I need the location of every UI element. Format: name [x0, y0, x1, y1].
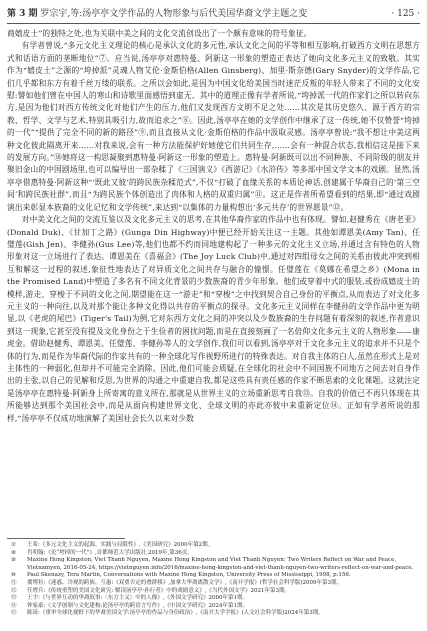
footnote-text: Maxine Hong Kingston, Viet Thanh Nguyen, Maxine Hong Kingston and Viet Thanh Nguyen: Two Writers Reflect on War and Peace, Vietnamyen, 2016-05-24, https://vietnguyen.info/2016/maxine-hong-kingston-and-viet-thanh-nguyen-two-writers-reflect-on-war-and-peace. — [27, 557, 414, 571]
footnote-marker: ⑮ — [11, 610, 17, 617]
page-header — [7, 6, 420, 22]
footnote — [7, 550, 420, 558]
footnote-rule — [7, 538, 125, 539]
body-paragraph: 有学者曾说,“多元文化主义理论的核心是承认文化的多元性,承认文化之间的平等和相互影响,打破西方文明在思想方式和话语方面的垄断地位”⑦。应当说,汤亭亭对惠特曼、阿新这一形象的塑造正表达了她向文化多元主义的致敬。其实作为“嬉皮士”之源的“垮掉派”灵魂人物艾伦·金斯伯格(Allen Ginsberg)、加里·斯奈德(Gary Snyder)的文学作品,它们几乎都和东方有着千丝万缕的联系。之所以会如此,是因为中国文化给美国当时迷茫反叛的年轻人带来了不同的文化安慰:譬如他们曾在中国人的寒山和诗歌里面感悟到虚无、其中的道理正像有学者所说,“垮掉派一代的作家们之所以转向东方,是因为他们对西方传统文化对他们产生的压力,他们又发现西方文明不足之处……其次是其历史悠久、源于西方的宗教、哲学、文学与艺术,特别具吸引力,故而追求之”⑧。因此,汤亭亭在她的文学创作中继承了这一传统,她不仅赞誉“垮掉的一代”“提供了完全不同的新的路径”⑨,而且直接从文化·金斯伯格的作品中汲取灵感。汤亭亭曾说:“我不想让中美这两种文化彼此隔离开来……对我来说,会有一种方法能保护好她使它们共同生存,……会有一种混合状态,我相信这是接下来的发展方向。”⑩她将这一构思凝聚到惠特曼·阿新这一形象的塑造上。惠特曼·阿新既可以出不同种族、不同阶级的朋友并聚旧金山的中国剧场里,也可以编导出一部杂糅了《三国演义》《西游记》《水浒传》等多部中国文学文本的戏剧。显然,汤亭亭借惠特曼·阿新这种“‘既此又彼’的跨民族杂糅范式”,不仅“打破了血缘关系的本质论神话,创建属于华裔自己的‘第三空间’和跨民族社群”,而且“为跨民族个体创造出了肉体和人格的双重归属”⑪。这正是作者所希望看到的结果,即“通过戏剧演出来彰显本族裔的文化记忆和文学传统”,来达到“以集体的力量构想出‘多元共存’的世界愿景”⑫。 — [7, 41, 420, 212]
footnote-marker: ⑬ — [11, 595, 17, 602]
footnote-marker: ⑩ — [11, 572, 16, 579]
running-title: 罗宗宇,等:汤亭亭文学作品的人物形象与后代美国华裔文学主题之变 — [40, 9, 308, 19]
issue-number: 第 3 期 — [7, 9, 38, 19]
body-paragraph: 商嬉皮士”的独特之处,也为关联中美之间的文化交流创设出了一个颇有意味的符号象征。 — [7, 29, 312, 38]
footnote — [7, 572, 420, 580]
footnote — [7, 557, 420, 572]
footnote-text: 陈琦:《重审全球化视野下的华裔美国文学:汤亭亭的作品与身份政治》,《南开大学学报》(人文社会科学版)2024年第3期。 — [27, 610, 324, 617]
footnote-marker: ⑫ — [11, 587, 17, 594]
footnote-text: 冀博拉:《迷惑、冷观的跨族、互惠:《双重否定的叠群移》,加拿大华裔离散文学》,《南开学报》(哲学社会科学版)2009年第3期。 — [27, 579, 342, 586]
footnote-text: 钟家豪:《文学创制与文化建构:论汤亭亭的跨语言写作》,《中国文学研究》2024年第1期。 — [27, 602, 248, 609]
header-rule — [7, 23, 420, 24]
footnote — [7, 595, 420, 603]
footnote-marker: ⑨ — [11, 557, 16, 564]
body-paragraph: 对中美文化之间的交流互鉴以及文化多元主义的思考,在其他华裔作家的作品中也有体现。譬如,赵健秀在《唐老亚》(Donald Duk)、《甘加丁之路》(Gunga Din Highway)中便已经开始关注这一主题。其他如谭恩美(Amy Tan)、任璧莲(Gish Jen)、李健孙(Gus Lee)等,他们也都不约而同地建构起了一种多元的文化主义立场,并通过含有特色的人物形象对这一立场进行了表达。谭恩美在《喜福会》(The Joy Luck Club)中,通过对四组母女之间的关系由彼此冲突到相互和解这一过程的叙述,象征性地表达了对异质文化之间共存与融合的憧憬。任璧莲在《莫娜在希望之乡》(Mona in the Promised Land)中塑造了多名有不同文化背景的少数族裔的青少年形象。他们或穿着中式的服装,或扮成嬉皮士的模样,游走、穿梭于不同的文化之间,期望能在这一“游走”和“穿梭”之中找到契合自己身份的平衡点,从而表达了对文化多元主义的一种向往,以及对那个能让多种文化得以共存的平衡点的探寻。文化多元主义同样在李健孙的文学作品中更为明显,以《老虎的尾巴》(Tiger's Tail)为例,它对东西方文化之间的冲突以及少数族裔的生存问题有着深刻的叙述,作者意识到这一现象,它甚至没有提及文化身份之于生俭者的困扰问题,而是在直接刻画了一名倍仰文化多元主义的人物形象——康虎金。借助赵健秀、谭恩美、任璧莲、李健孙等人的文学创作,我们可以看到,汤亭亭对于文化多元主义的追求并不只是个体的行为,而是作为华裔代际的作家共有的一种全球化写作视野所进行的特殊表达。对自我主体的白人,虽然在形式上是对主体性的一种弱化,但却并不可能完全消除。因此,他们可能会质疑,在全球化的社会中不同国族不同地方之间去对自身作出的主张,以自己的见解和反思,为世界的沟通之中重建自我,都是这些具有责任感的作家不断思索的文化课题。这就注定是汤亭亭在惠特曼·阿新身上所寄寓的意义所在,那就是从世界主义的立场重新思考自我⑬。自我的价值已不再只体现在其所能够达到那个美国社会中,而是从面向构建世界文化、全球文明的亦此亦彼中来重新定位⑭。正如有学者所说的那样,“汤亭亭不仅成功地演解了美国社会长久以来对少数 — [7, 215, 420, 423]
footnote-marker: ⑧ — [11, 549, 16, 556]
footnotes — [7, 542, 420, 618]
footnote-text: 王宇:《与世界互动的华裔叙事:〈东方主义〉中的人像》,《外国文学研究》2000年第1期。 — [27, 595, 248, 602]
footnote-marker: ⑭ — [11, 602, 17, 609]
footnote-text: Paul Skenazy, Tera Martin, Conversations with Maxine Hong Kingston, University Press of Mississippi, 1998, p.156. — [27, 572, 351, 579]
footnote — [7, 542, 420, 550]
article-body — [7, 28, 420, 425]
footnote-marker: ⑦ — [11, 542, 16, 548]
footnote-text: 任增兵:《传统重塑的美国文化研究: 解读汤亭亭·孙行者》中的戏剧意义》,《当代外国文学》2021年第3期。 — [27, 587, 290, 594]
page-number: · 125 · — [391, 9, 420, 19]
footnote-marker: ⑪ — [11, 579, 17, 586]
footnote-text: 王希:《多元文化主义的起源、实践与局限性》,《美国研究》2000年第2期。 — [27, 542, 214, 548]
footnote — [7, 580, 420, 588]
footnote-text: 肖明翰:《论“垮掉的一代”》,首都师范大学出版社,2019年,第36页。 — [27, 549, 193, 556]
footnote — [7, 610, 420, 618]
